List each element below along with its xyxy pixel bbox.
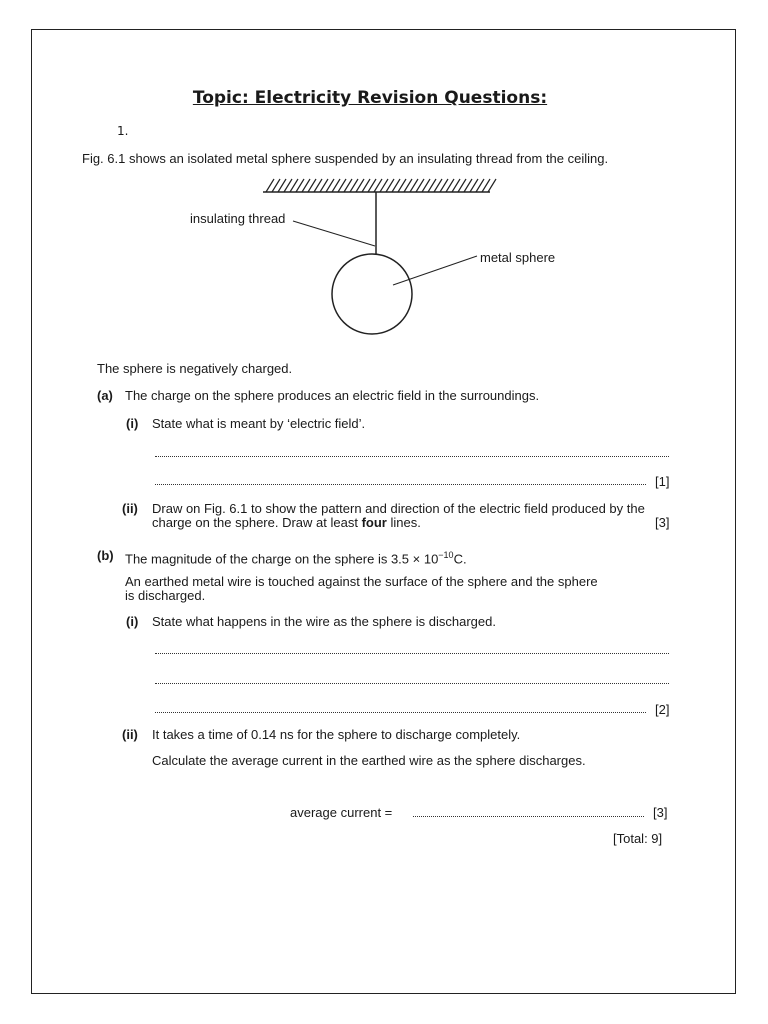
answer-line[interactable] [155,484,646,485]
ceiling [263,179,496,192]
mark-a-ii: [3] [655,515,670,530]
part-a-ii-line1: Draw on Fig. 6.1 to show the pattern and direction of the electric field produced by the [152,501,645,516]
part-b-ii-label: (ii) [122,727,138,742]
part-b-para-line2: is discharged. [125,588,206,603]
part-b-text: The magnitude of the charge on the sphere is $3.5 \times 10^{-10}C$. [125,550,467,567]
answer-line[interactable] [155,712,646,713]
answer-line[interactable] [155,456,669,457]
sphere-leader-line [393,256,477,285]
part-b-i-text: State what happens in the wire as the sphere is discharged. [152,614,496,629]
figure-6-1 [180,172,556,342]
intro-text: Fig. 6.1 shows an isolated metal sphere suspended by an insulating thread from the ceiling. [82,151,609,166]
answer-line[interactable] [155,653,669,654]
average-current-answer-line[interactable] [413,816,644,817]
part-a-i-label: (i) [126,416,139,431]
thread-leader-line [293,221,375,246]
part-a-ii-line2: charge on the sphere. Draw at least four lines. [152,515,421,530]
total-marks: [Total: 9] [613,831,663,846]
part-a-ii-label: (ii) [122,501,138,516]
part-b-i-label: (i) [126,614,139,629]
average-current-label: average current = [290,805,393,820]
label-insulating-thread: insulating thread [190,211,286,226]
mark-b-ii: [3] [653,805,668,820]
part-a-text: The charge on the sphere produces an electric field in the surroundings. [125,388,540,403]
part-b-ii-text: It takes a time of 0.14 ns for the sphere to discharge completely. [152,727,521,742]
part-b-ii-text2: Calculate the average current in the earthed wire as the sphere discharges. [152,753,586,768]
part-b-para-line1: An earthed metal wire is touched against the surface of the sphere and the sphere [125,574,598,589]
page-title: Topic: Electricity Revision Questions: [192,88,548,108]
question-number: 1. [117,124,129,138]
statement-text: The sphere is negatively charged. [97,361,293,376]
part-a-i-text: State what is meant by ‘electric field’. [152,416,366,431]
metal-sphere [332,254,412,334]
part-b-label: (b) [97,548,114,563]
part-a-label: (a) [97,388,113,403]
mark-b-i: [2] [655,702,670,717]
label-metal-sphere: metal sphere [480,250,556,265]
answer-line[interactable] [155,683,669,684]
mark-a-i: [1] [655,474,670,489]
